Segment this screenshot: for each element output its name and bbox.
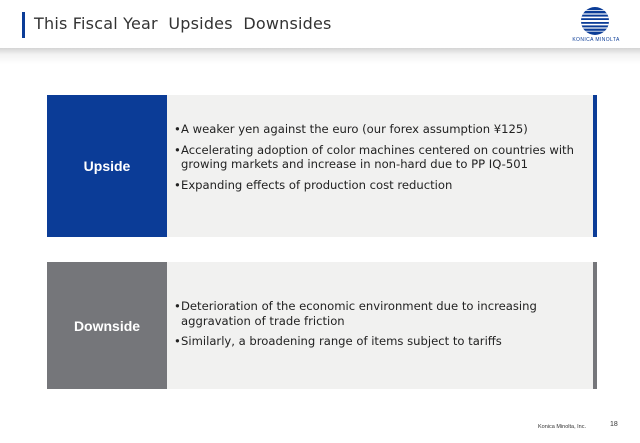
globe-logo-icon (580, 6, 610, 36)
upside-panel (47, 95, 597, 237)
header-shadow (0, 48, 640, 64)
upside-list (174, 122, 584, 198)
downside-label: Downside (47, 262, 167, 389)
logo-wordmark: KONICA MINOLTA (572, 37, 620, 43)
footer-company: Konica Minolta, Inc. (538, 424, 586, 430)
upside-item: • Expanding effects of production cost reduction (174, 178, 584, 193)
downside-list (174, 299, 584, 355)
title-accent-bar (22, 12, 25, 38)
upside-item: • A weaker yen against the euro (our forex assumption ¥125) (174, 122, 584, 137)
konica-minolta-logo (568, 6, 624, 46)
upside-label: Upside (47, 95, 167, 237)
downside-panel (47, 262, 597, 389)
downside-item: • Similarly, a broadening range of items subject to tariffs (174, 334, 584, 349)
slide-title: This Fiscal Year Upsides Downsides (34, 14, 332, 33)
slide-header (0, 0, 640, 50)
downside-item: • Deterioration of the economic environment due to increasing aggravation of trade friction (174, 299, 584, 328)
downside-accent-bar (593, 262, 597, 389)
upside-accent-bar (593, 95, 597, 237)
upside-item: • Accelerating adoption of color machines centered on countries with growing markets and increase in non-hard due to PP IQ-501 (174, 143, 584, 172)
page-number: 18 (610, 421, 618, 428)
